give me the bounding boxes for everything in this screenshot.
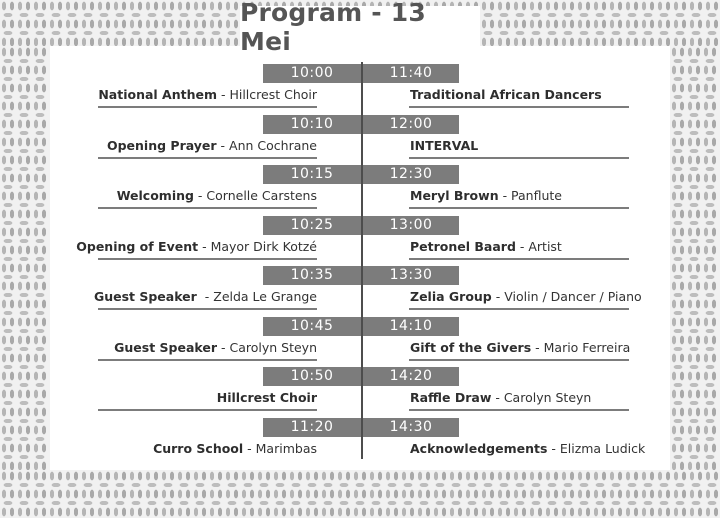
event-detail: - Elizma Ludick — [547, 440, 646, 456]
time-badge: 14:10 — [363, 317, 459, 336]
schedule-entry — [363, 418, 646, 469]
event-title: Guest Speaker — [114, 339, 218, 355]
event-detail: - Artist — [515, 238, 562, 254]
event-title: Raffle Draw — [410, 390, 492, 405]
schedule-column-left — [76, 64, 361, 468]
event-title: Acknowledgements — [410, 440, 548, 456]
event-detail: - Mayor Dirk Kotzé — [198, 238, 317, 254]
underline-rule — [98, 308, 317, 310]
event-detail: - Zelda Le Grange — [196, 289, 317, 304]
time-badge: 10:00 — [263, 64, 361, 83]
event-title: INTERVAL — [410, 137, 479, 153]
underline-rule — [409, 106, 629, 108]
schedule-entry — [96, 64, 361, 115]
page-title: Program - 13 Mei — [240, 0, 426, 56]
event-label — [94, 289, 317, 305]
event-label — [76, 239, 317, 255]
event-label — [114, 340, 317, 356]
event-title: Meryl Brown — [410, 188, 499, 203]
time-badge: 10:15 — [263, 165, 361, 184]
event-detail: - Panflute — [498, 188, 562, 203]
event-detail: - Carolyn Steyn — [491, 390, 592, 405]
event-title: Zelia Group — [410, 289, 492, 304]
schedule-entry — [363, 64, 629, 115]
underline-rule — [98, 106, 317, 108]
event-label — [410, 340, 630, 356]
event-title: Guest Speaker — [93, 289, 197, 304]
event-label — [410, 188, 562, 204]
event-label — [410, 390, 591, 406]
time-badge: 12:00 — [363, 115, 459, 134]
event-label — [410, 289, 642, 305]
time-badge: 12:30 — [363, 165, 459, 184]
schedule-entry — [96, 115, 361, 166]
schedule-entry — [363, 216, 629, 267]
time-badge: 14:30 — [363, 418, 459, 437]
underline-rule — [98, 207, 317, 209]
event-title: Gift of the Givers — [410, 339, 532, 355]
underline-rule — [409, 207, 629, 209]
event-title: Hillcrest Choir — [216, 390, 317, 405]
schedule-entry — [363, 266, 642, 317]
event-detail: - Hillcrest Choir — [217, 87, 317, 102]
leaf-border-left — [0, 46, 50, 470]
underline-rule — [98, 157, 317, 159]
event-label — [410, 138, 478, 154]
event-label — [410, 441, 645, 457]
event-title: National Anthem — [98, 87, 217, 102]
event-title: Curro School — [153, 440, 244, 456]
time-badge: 10:45 — [263, 317, 361, 336]
underline-rule — [98, 258, 317, 260]
event-title: Traditional African Dancers — [410, 87, 602, 102]
schedule-entry — [96, 165, 361, 216]
event-detail: - Ann Cochrane — [216, 137, 317, 153]
underline-rule — [409, 359, 629, 361]
event-detail: - Mario Ferreira — [531, 339, 631, 355]
time-badge: 13:00 — [363, 216, 459, 235]
event-detail: - Carolyn Steyn — [217, 339, 317, 355]
time-badge: 10:10 — [263, 115, 361, 134]
schedule-entry — [363, 165, 629, 216]
event-title: Opening of Event — [76, 238, 199, 254]
underline-rule — [409, 157, 629, 159]
event-label — [410, 87, 602, 103]
title-box — [240, 0, 480, 56]
time-badge: 10:50 — [263, 367, 361, 386]
time-badge: 13:30 — [363, 266, 459, 285]
event-label — [117, 188, 317, 204]
time-badge: 14:20 — [363, 367, 459, 386]
time-badge: 11:20 — [263, 418, 361, 437]
event-detail: - Violin / Dancer / Piano — [491, 289, 642, 304]
event-title: Petronel Baard — [410, 238, 516, 254]
schedule-entry — [363, 115, 629, 166]
event-label — [107, 138, 317, 154]
schedule-entry — [363, 367, 629, 418]
event-label — [410, 239, 562, 255]
underline-rule — [98, 359, 317, 361]
schedule-entry — [96, 418, 361, 469]
event-label — [98, 87, 317, 103]
event-detail: - Cornelle Carstens — [193, 188, 317, 203]
underline-rule — [409, 308, 629, 310]
leaf-border-right — [670, 46, 720, 470]
event-title: Welcoming — [116, 188, 194, 203]
time-badge: 10:35 — [263, 266, 361, 285]
event-detail: - Marimbas — [243, 440, 317, 456]
schedule-entry — [96, 317, 361, 368]
schedule-entry — [76, 216, 361, 267]
schedule-entry — [96, 367, 361, 418]
time-badge: 11:40 — [363, 64, 459, 83]
leaf-border-bottom — [0, 470, 720, 518]
underline-rule — [409, 258, 629, 260]
schedule-column-right — [363, 64, 646, 468]
event-label — [153, 441, 317, 457]
event-label — [217, 390, 317, 406]
event-title: Opening Prayer — [106, 137, 217, 153]
schedule-entry — [363, 317, 629, 368]
underline-rule — [98, 409, 317, 411]
time-badge: 10:25 — [263, 216, 361, 235]
underline-rule — [409, 409, 629, 411]
schedule-entry — [93, 266, 361, 317]
